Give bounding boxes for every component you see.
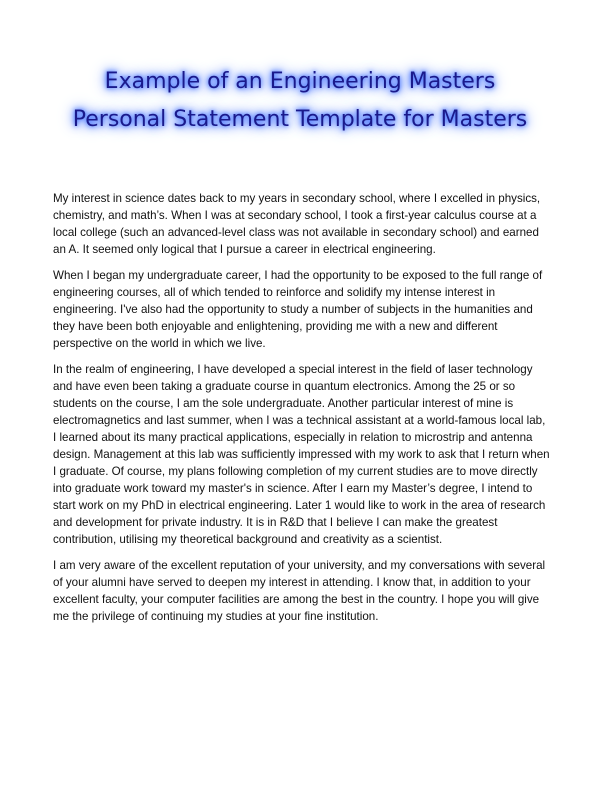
title-line-2: Personal Statement Template for Masters: [72, 107, 528, 132]
paragraph-2: When I began my undergraduate career, I had the opportunity to be exposed to the full range of engineering courses, all of which tended to reinforce and solidify my intense interest in engineering. I've also had the opportunity to study a number of subjects in the humanities and they have been both enjoyable and enlightening, providing me with a new and different perspective on the world in which we live.: [53, 269, 543, 350]
title-line-1: Example of an Engineering Masters: [104, 69, 496, 94]
paragraph-3: In the realm of engineering, I have developed a special interest in the field of laser technology and have even been taking a graduate course in quantum electronics. Among the 25 or so students on the course, I am the sole undergraduate. Another particular interest of mine is electromagnetics and last summer, when I was a technical assistant at a world-famous local lab, I learned about its many practical applications, especially in relation to microstrip and antenna design. Management at this lab was sufficiently impressed with my work to ask that I return when I graduate. Of course, my plans following completion of my current studies are to move directly into graduate work toward my master's in science. After I earn my Master’s degree, I intend to start work on my PhD in electrical engineering. Later 1 would like to work in the area of research and development for private industry. It is in R&D that I believe I can make the greatest contribution, utilising my theoretical background and creativity as a scientist.: [53, 363, 550, 546]
document-title: [0, 70, 600, 132]
document-body: [53, 190, 550, 634]
paragraph-1: My interest in science dates back to my years in secondary school, where I excelled in physics, chemistry, and math’s. When I was at secondary school, I took a first-year calculus course at a local college (such an advanced-level class was not available in secondary school) and earned an A. It seemed only logical that I pursue a career in electrical engineering.: [53, 192, 541, 256]
paragraph-4: I am very aware of the excellent reputation of your university, and my conversations with several of your alumni have served to deepen my interest in attending. I know that, in addition to your excellent faculty, your computer facilities are among the best in the country. I hope you will give me the privilege of continuing my studies at your fine institution.: [53, 559, 546, 623]
